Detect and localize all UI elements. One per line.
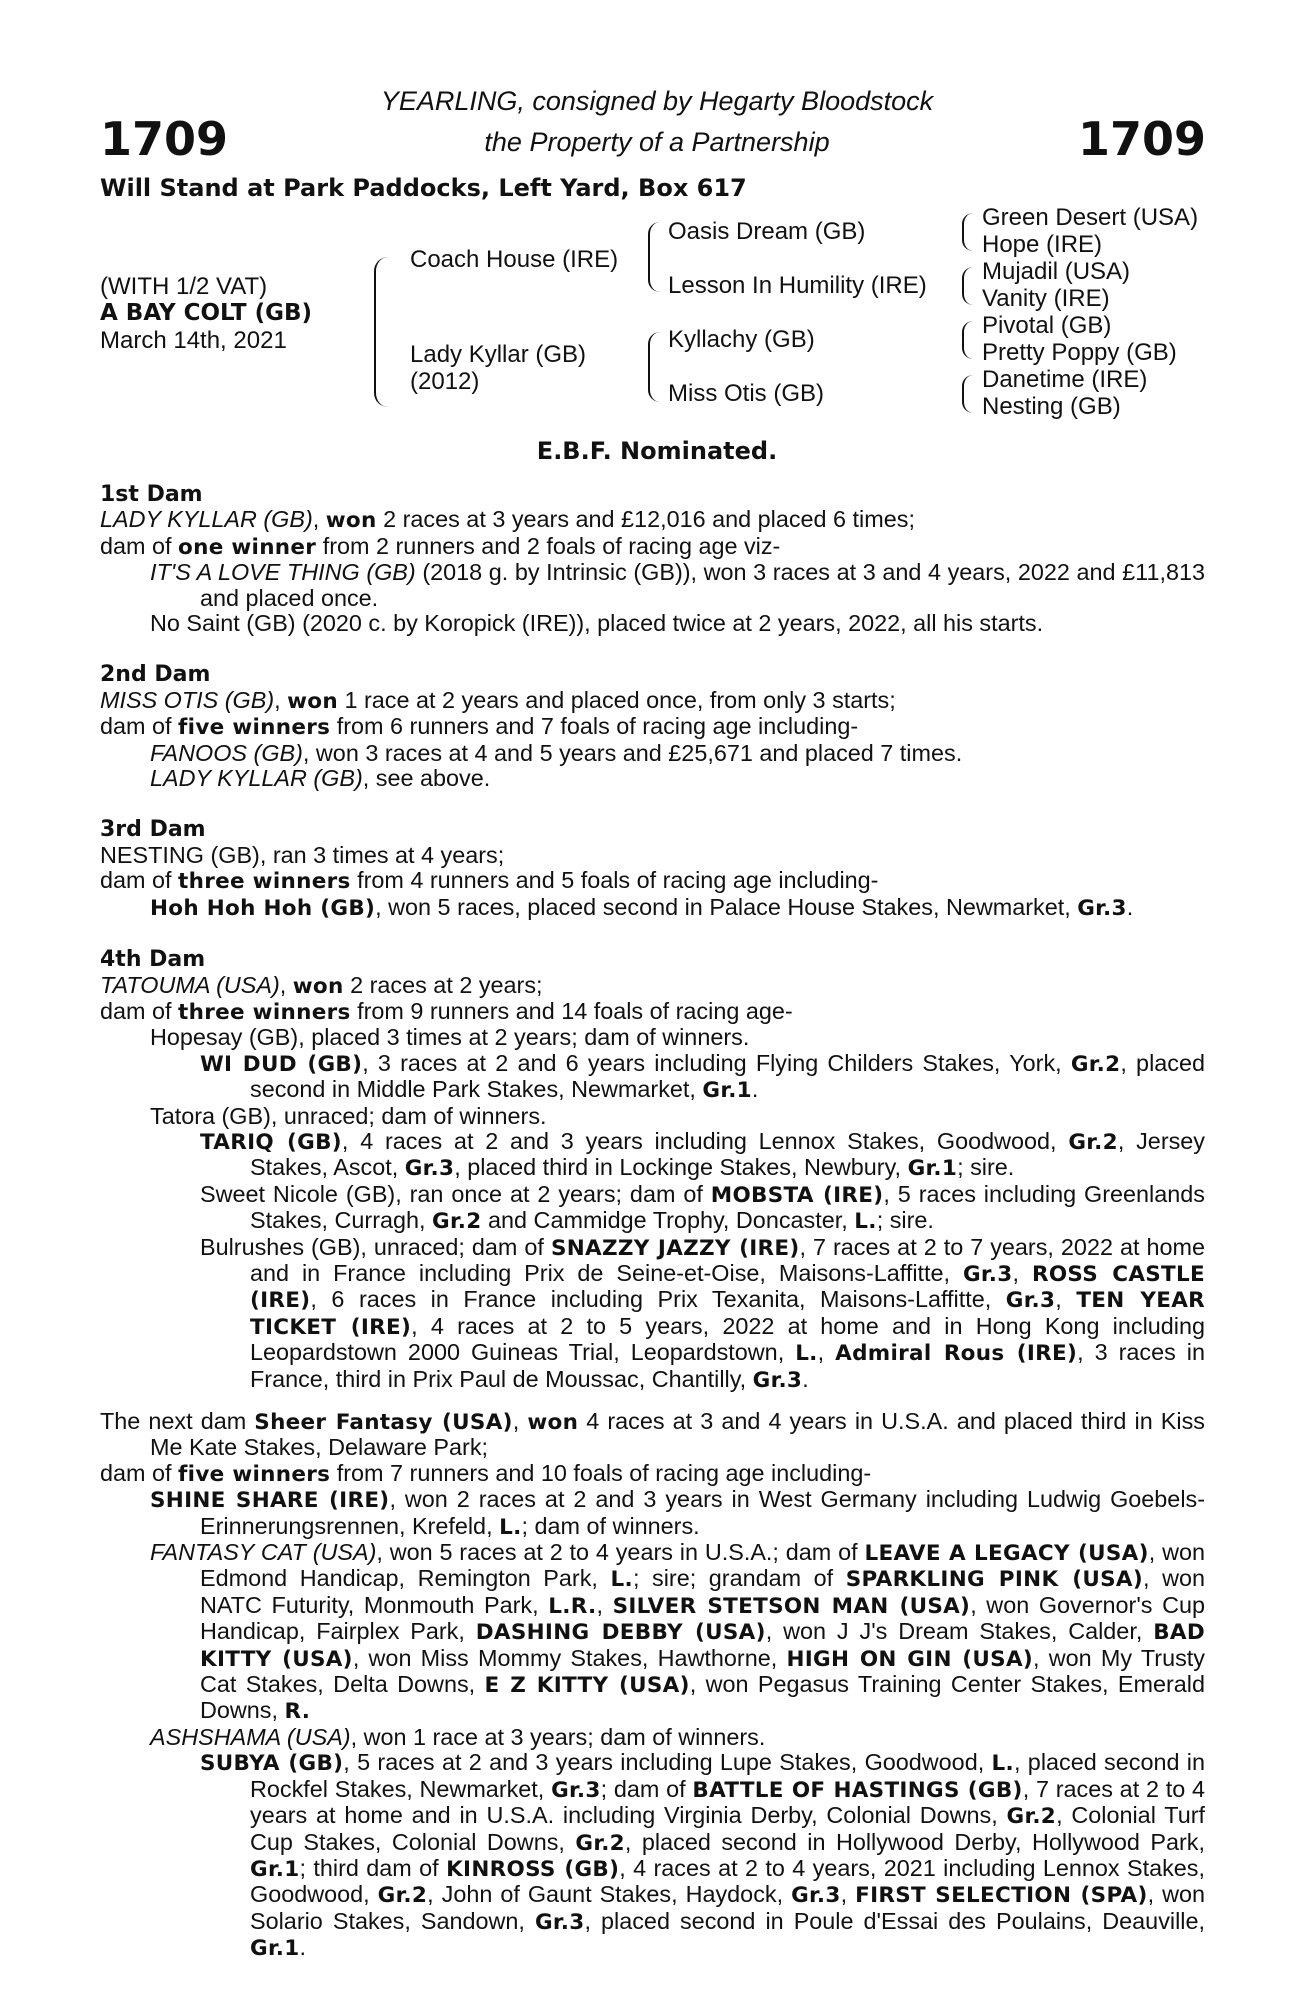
gen3-brace-3 <box>962 321 973 359</box>
dam-brace <box>648 332 660 402</box>
produce-item: Bulrushes (GB), unraced; dam of SNAZZY JAZZY (IRE), 7 races at 2 to 7 years, 2022 at home and in France including Prix de Seine-et-Oise, Maisons-Laffitte, Gr.3, ROSS CASTLE (IRE), 6 races in France including Prix Texanita, Maisons-Laffitte, Gr.3, TEN YEAR TICKET (IRE), 4 races at 2 to 5 years, 2022 at home and in Hong Kong including Leopardstown 2000 Guineas Trial, Leopardstown, L., Admiral Rous (IRE), 3 races in France, third in Prix Paul de Moussac, Chantilly, Gr.3. <box>200 1233 1206 1393</box>
lot-number-left: 1709 <box>100 112 229 166</box>
produce-item: Sweet Nicole (GB), ran once at 2 years; dam of MOBSTA (IRE), 5 races including Greenlands Stakes, Curragh, Gr.2 and Cammidge Trophy, Doncaster, L.; sire. <box>200 1180 1205 1235</box>
dam-name: Lady Kyllar (GB) <box>410 341 587 368</box>
second-dam-produce: dam of five winners from 6 runners and 7 foals of racing age including- <box>100 713 859 741</box>
ebf-nominated: E.B.F. Nominated. <box>536 437 778 465</box>
dam-sire: Kyllachy (GB) <box>668 326 815 353</box>
produce-item: SUBYA (GB), 5 races at 2 and 3 years including Lupe Stakes, Goodwood, L., placed second in Rockfel Stakes, Newmarket, Gr.3; dam of BATTLE OF HASTINGS (GB), 7 races at 2 to 4 years at home and in U.S.A. including Virginia Derby, Colonial Downs, Gr.2, Colonial Turf Cup Stakes, Colonial Downs, Gr.2, placed second in Hollywood Derby, Hollywood Park, Gr.1; third dam of KINROSS (GB), 4 races at 2 to 4 years, 2021 including Lennox Stakes, Goodwood, Gr.2, John of Gaunt Stakes, Haydock, Gr.3, FIRST SELECTION (SPA), won Solario Stakes, Sandown, Gr.3, placed second in Poule d'Essai des Poulains, Deauville, Gr.1. <box>200 1749 1206 1962</box>
produce-item: WI DUD (GB), 3 races at 2 and 6 years including Flying Childers Stakes, York, Gr.2, placed second in Middle Park Stakes, Newmarket, Gr.1. <box>200 1049 1205 1104</box>
sire-brace <box>648 222 660 292</box>
first-dam-line: LADY KYLLAR (GB), won 2 races at 3 years and £12,016 and placed 6 times; <box>100 506 915 534</box>
dam-year: (2012) <box>410 368 480 395</box>
next-dam-produce: dam of five winners from 7 runners and 10 foals of racing age including- <box>100 1459 872 1487</box>
gen3-5: Pivotal (GB) <box>982 312 1112 339</box>
first-dam-heading: 1st Dam <box>100 482 203 507</box>
fourth-dam-line: TATOUMA (USA), won 2 races at 2 years; <box>100 971 543 999</box>
consignor-line: YEARLING, consigned by Hegarty Bloodstock <box>380 86 934 116</box>
produce-item: Tatora (GB), unraced; dam of winners. <box>150 1102 547 1129</box>
produce-item: SHINE SHARE (IRE), won 2 races at 2 and 3 years in West Germany including Ludwig Goebels-Erinnerungsrennen, Krefeld, L.; dam of winners. <box>150 1486 1206 1540</box>
produce-item: Hopesay (GB), placed 3 times at 2 years; dam of winners. <box>150 1024 750 1051</box>
property-line: the Property of a Partnership <box>484 127 830 157</box>
sire-dam: Lesson In Humility (IRE) <box>668 272 927 299</box>
produce-item: FANOOS (GB), won 3 races at 4 and 5 years and £25,671 and placed 7 times. <box>150 739 963 766</box>
next-dam-line: The next dam Sheer Fantasy (USA), won 4 races at 3 and 4 years in U.S.A. and placed third in Kiss Me Kate Stakes, Delaware Park; <box>100 1408 1205 1461</box>
pedigree-brace-main <box>374 257 388 407</box>
foaling-date: March 14th, 2021 <box>100 327 287 354</box>
sire: Coach House (IRE) <box>410 246 619 273</box>
second-dam-line: MISS OTIS (GB), won 1 race at 2 years and placed once, from only 3 starts; <box>100 686 896 714</box>
lot-number-right: 1709 <box>1077 112 1206 166</box>
produce-item: ASHSHAMA (USA), won 1 race at 3 years; dam of winners. <box>150 1723 766 1750</box>
gen3-2: Hope (IRE) <box>982 231 1103 258</box>
gen3-brace-1 <box>962 213 973 251</box>
gen3-4: Vanity (IRE) <box>982 285 1110 312</box>
produce-item: IT'S A LOVE THING (GB) (2018 g. by Intrinsic (GB)), won 3 races at 3 and 4 years, 2022 and £11,813 and placed once. <box>150 559 1205 611</box>
produce-item: TARIQ (GB), 4 races at 2 and 3 years including Lennox Stakes, Goodwood, Gr.2, Jersey Stakes, Ascot, Gr.3, placed third in Lockinge Stakes, Newbury, Gr.1; sire. <box>200 1127 1206 1182</box>
third-dam-heading: 3rd Dam <box>100 817 206 843</box>
gen3-brace-4 <box>962 375 973 413</box>
produce-item: LADY KYLLAR (GB), see above. <box>150 765 491 792</box>
gen3-3: Mujadil (USA) <box>982 258 1131 285</box>
fourth-dam-section <box>100 947 1205 1393</box>
third-dam-line: NESTING (GB), ran 3 times at 4 years; <box>100 841 505 868</box>
first-dam-produce: dam of one winner from 2 runners and 2 foals of racing age viz- <box>100 532 781 560</box>
fourth-dam-heading: 4th Dam <box>100 947 206 973</box>
second-dam-section <box>100 662 1205 791</box>
gen3-6: Pretty Poppy (GB) <box>982 339 1177 366</box>
dam-dam: Miss Otis (GB) <box>668 380 824 407</box>
second-dam-heading: 2nd Dam <box>100 662 211 688</box>
first-dam-section <box>100 482 1205 636</box>
vat-note: (WITH 1/2 VAT) <box>100 273 268 300</box>
horse-name: A BAY COLT (GB) <box>100 300 313 326</box>
next-dam-section <box>100 1409 1205 1962</box>
gen3-brace-2 <box>962 267 973 305</box>
gen3-8: Nesting (GB) <box>982 393 1121 420</box>
gen3-7: Danetime (IRE) <box>982 366 1148 393</box>
fourth-dam-produce: dam of three winners from 9 runners and 14 foals of racing age- <box>100 997 793 1025</box>
produce-item: Hoh Hoh Hoh (GB), won 5 races, placed second in Palace House Stakes, Newmarket, Gr.3. <box>150 893 1134 921</box>
produce-item: No Saint (GB) (2020 c. by Koropick (IRE)), placed twice at 2 years, 2022, all his starts. <box>150 610 1044 637</box>
stand-location: Will Stand at Park Paddocks, Left Yard, Box 617 <box>100 174 747 202</box>
gen3-1: Green Desert (USA) <box>982 204 1199 231</box>
third-dam-section <box>100 817 1205 921</box>
sire-sire: Oasis Dream (GB) <box>668 218 866 245</box>
family-record <box>100 482 1205 1962</box>
third-dam-produce: dam of three winners from 4 runners and 5 foals of racing age including- <box>100 867 879 895</box>
produce-item: FANTASY CAT (USA), won 5 races at 2 to 4 years in U.S.A.; dam of LEAVE A LEGACY (USA), won Edmond Handicap, Remington Park, L.; sire; grandam of SPARKLING PINK (USA), won NATC Futurity, Monmouth Park, L.R., SILVER STETSON MAN (USA), won Governor's Cup Handicap, Fairplex Park, DASHING DEBBY (USA), won J J's Dream Stakes, Calder, BAD KITTY (USA), won Miss Mommy Stakes, Hawthorne, HIGH ON GIN (USA), won My Trusty Cat Stakes, Delta Downs, E Z KITTY (USA), won Pegasus Training Center Stakes, Emerald Downs, R. <box>150 1539 1206 1725</box>
